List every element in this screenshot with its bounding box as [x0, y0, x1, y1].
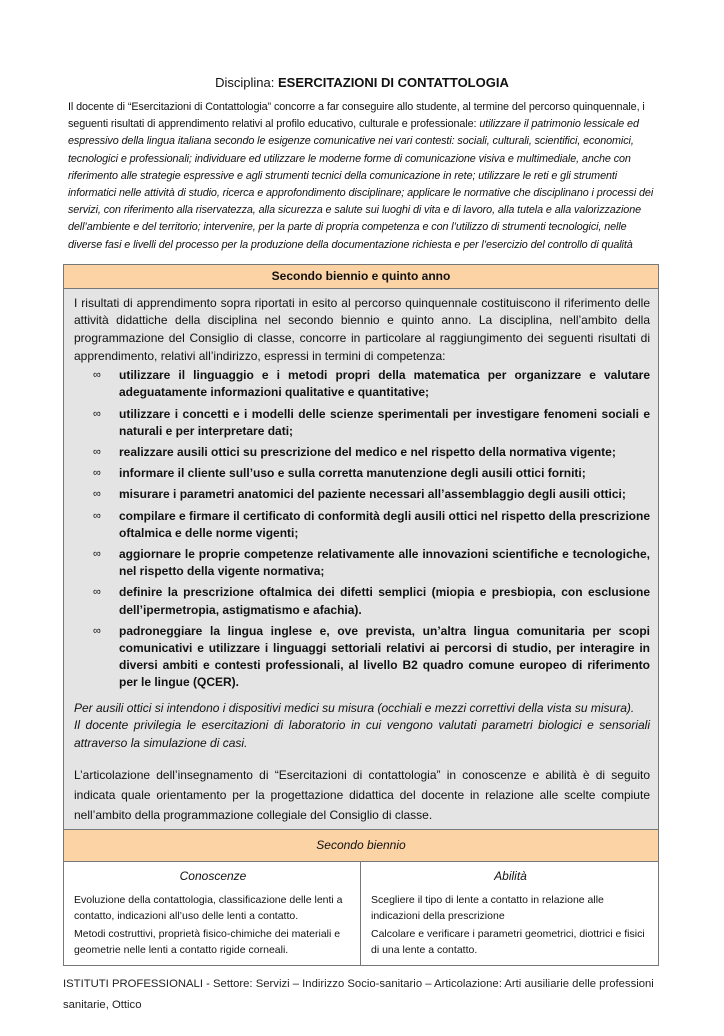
infinity-bullet-icon: ∞ — [93, 624, 101, 637]
section-body — [64, 289, 658, 829]
competence-text: informare il cliente sull’uso e sulla corretta manutenzione degli ausili ottici forniti; — [119, 466, 586, 481]
competence-text: aggiornare le proprie competenze relativamente alle innovazioni scientifiche e tecnologiche, nel rispetto della vigente normativa; — [119, 547, 650, 579]
articolazione-paragraph: L’articolazione dell’insegnamento di “Esercitazioni di contattologia” in conoscenze e abilità è di seguito indicata quale orientamento per la progettazione didattica del docente in relazione alle scelte compiute nell’ambito della programmazione collegiale del Consiglio di classe. — [74, 768, 650, 822]
infinity-bullet-icon: ∞ — [93, 446, 101, 459]
abilita-item: Calcolare e verificare i parametri geometrici, diottrici e fisici di una lente a contatto. — [371, 928, 645, 956]
competence-text: realizzare ausili ottici su prescrizione del medico e nel rispetto della normativa vigente; — [119, 445, 616, 460]
page-footer: ISTITUTI PROFESSIONALI - Settore: Servizi – Indirizzo Socio-sanitario – Articolazione: Arti ausiliarie delle professioni sanitarie, Ottico — [63, 978, 654, 1012]
conoscenze-column — [64, 862, 361, 965]
competence-item — [93, 486, 650, 503]
infinity-bullet-icon: ∞ — [93, 488, 101, 501]
competence-item — [93, 406, 650, 440]
conoscenza-item: Metodi costruttivi, proprietà fisico-chimiche dei materiali e geometrie nelle lenti a contatto rigide corneali. — [74, 928, 341, 956]
discipline-name: ESERCITAZIONI DI CONTATTOLOGIA — [277, 75, 509, 90]
section-header: Secondo biennio e quinto anno — [64, 265, 658, 289]
abilita-item: Scegliere il tipo di lente a contatto in relazione alle indicazioni della prescrizione — [371, 894, 604, 922]
conoscenza-item: Evoluzione della contattologia, classificazione delle lenti a contatto, indicazioni all’uso delle lenti a contatto. — [74, 894, 343, 922]
note-ausili: Per ausili ottici si intendono i dispositivi medici su misura (occhiali e mezzi correttivi della vista su misura). — [74, 700, 635, 715]
competence-text: misurare i parametri anatomici del paziente necessari all’assemblaggio degli ausili ottici; — [119, 487, 626, 502]
competence-text: padroneggiare la lingua inglese e, ove prevista, un’altra lingua comunitaria per scopi comunicativi e utilizzare i linguaggi settoriali relativi ai percorsi di studio, per interagire in diversi ambiti e contesti professionali, al livello B2 quadro comune europeo di riferimento per le lingue (QCER). — [119, 623, 650, 690]
intro-competences: utilizzare il patrimonio lessicale ed espressivo della lingua italiana secondo le esigenze comunicative nei vari contesti: sociali, culturali, scientifici, economici, tecnologici e professionali; individuare ed utilizzare le moderne forme di comunicazione visiva e multimediale, anche con riferimento alle strategie espressive e agli strumenti tecnici della comunicazione in rete; utilizzare le reti e gli strumenti informatici nelle attività di studio, ricerca e approfondimento disciplinare; applicare le normative che disciplinano i processi dei servizi, con riferimento alla riservatezza, alla sicurezza e salute sui luoghi di vita e di lavoro, alla tutela e alla valorizzazione dell’ambiente e del territorio; intervenire, per la parte di propria competenza e con l’utilizzo di strumenti tecnologici, nelle diverse fasi e livelli del processo per la produzione della documentazione richiesta e per l’esercizio del controllo di qualità — [68, 118, 654, 251]
competence-item — [93, 584, 650, 618]
competence-item — [93, 508, 650, 542]
infinity-bullet-icon: ∞ — [93, 586, 101, 599]
title-prefix: Disciplina: — [215, 75, 278, 90]
competences-table — [63, 264, 659, 966]
competence-list — [74, 367, 650, 691]
secondo-biennio-header: Secondo biennio — [64, 829, 658, 862]
competence-text: compilare e firmare il certificato di conformità degli ausili ottici nel rispetto della prescrizione oftalmica e delle norme vigenti; — [119, 508, 650, 540]
competence-text: definire la prescrizione oftalmica dei difetti semplici (miopia e presbiopia, con esclusione dell’ipermetropia, astigmatismo e afachia). — [119, 585, 650, 617]
competence-item — [93, 367, 650, 401]
competence-item — [93, 465, 650, 482]
infinity-bullet-icon: ∞ — [93, 509, 101, 522]
infinity-bullet-icon: ∞ — [93, 407, 101, 420]
competence-item — [93, 623, 650, 692]
page-title — [0, 75, 724, 91]
knowledge-skills-row — [64, 862, 658, 965]
intro-text: Il docente di “Esercitazioni di Contattologia” concorre a far conseguire allo studente, al termine del percorso quinquennale, i seguenti risultati di apprendimento relativi al profilo educativo, culturale e professionale: — [68, 101, 645, 131]
competence-item — [93, 546, 650, 580]
conoscenze-heading: Conoscenze — [179, 869, 247, 884]
infinity-bullet-icon: ∞ — [93, 369, 101, 382]
abilita-column — [361, 862, 658, 965]
lead-paragraph: I risultati di apprendimento sopra riportati in esito al percorso quinquennale costituiscono il riferimento delle attività didattiche della disciplina nel secondo biennio e quinto anno. La disciplina, nell’ambito della programmazione del Consiglio di classe, concorre in particolare al raggiungimento dei seguenti risultati di apprendimento, relativi all’indirizzo, espressi in termini di competenza: — [74, 295, 650, 363]
infinity-bullet-icon: ∞ — [93, 548, 101, 561]
note-laboratorio: Il docente privilegia le esercitazioni di laboratorio in cui vengono valutati parametri biologici e sensoriali attraverso la simulazione di casi. — [74, 718, 650, 750]
competence-text: utilizzare il linguaggio e i metodi propri della matematica per organizzare e valutare adeguatamente informazioni qualitative e quantitative; — [119, 368, 650, 400]
competence-text: utilizzare i concetti e i modelli delle scienze sperimentali per investigare fenomeni sociali e naturali e per interpretare dati; — [119, 406, 650, 438]
intro-paragraph — [68, 99, 658, 254]
competence-item — [93, 444, 650, 461]
infinity-bullet-icon: ∞ — [93, 467, 101, 480]
abilita-heading: Abilità — [494, 869, 527, 884]
